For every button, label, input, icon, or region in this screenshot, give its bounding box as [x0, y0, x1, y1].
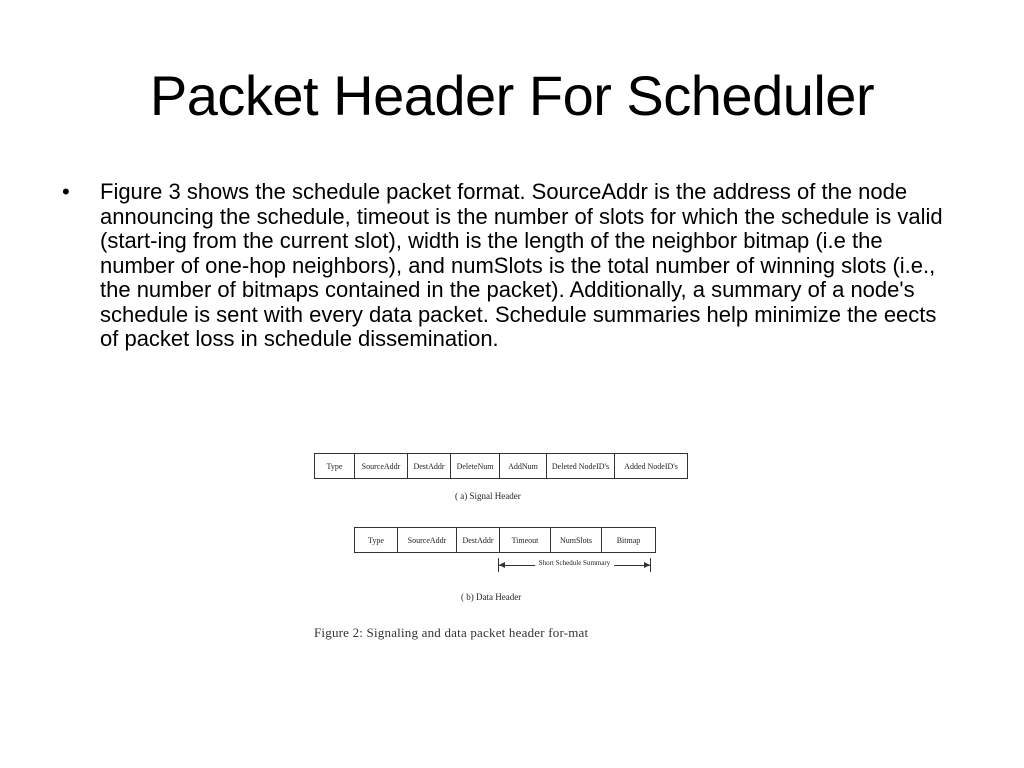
- arrow-left-icon: [499, 562, 505, 568]
- data-field-bitmap: Bitmap: [616, 535, 641, 545]
- slide-title: Packet Header For Scheduler: [149, 64, 875, 127]
- data-field-type: Type: [355, 528, 398, 552]
- figure-caption: Figure 2: Signaling and data packet header for-mat: [314, 625, 589, 640]
- data-field-destaddr: DestAddr: [457, 528, 500, 552]
- signal-field-type: Type: [315, 454, 355, 478]
- signal-field-deleted-nodeids: Deleted NodeID's: [547, 454, 615, 478]
- bullet-marker: •: [62, 179, 70, 204]
- summary-label: Short Schedule Summary: [535, 559, 615, 567]
- signal-field-added-nodeids: Added NodeID's: [624, 461, 678, 471]
- signal-field-deletenum: DeleteNum: [451, 454, 500, 478]
- signal-field-destaddr: DestAddr: [408, 454, 451, 478]
- signal-field-addnum: AddNum: [500, 454, 547, 478]
- packet-header-figure: [300, 440, 700, 680]
- data-field-sourceaddr: SourceAddr: [398, 528, 457, 552]
- data-header-row: [354, 527, 656, 553]
- signal-field-sourceaddr: SourceAddr: [355, 454, 408, 478]
- data-field-timeout: Timeout: [500, 528, 551, 552]
- short-schedule-summary-span: [498, 558, 651, 572]
- data-header-caption: ( b) Data Header: [461, 592, 522, 602]
- signal-header-row: [314, 453, 688, 479]
- arrow-right-icon: [644, 562, 650, 568]
- bullet-item: [62, 180, 962, 352]
- signal-header-caption: ( a) Signal Header: [455, 491, 521, 501]
- bullet-text: Figure 3 shows the schedule packet format. SourceAddr is the address of the node announcing the schedule, timeout is the number of slots for which the schedule is valid (start-ing from the current slot), width is the length of the neighbor bitmap (i.e the number of one-hop neighbors), and numSlots is the total number of winning slots (i.e., the number of bitmaps contained in the packet). Additionally, a summary of a node's schedule is sent with every data packet. Schedule summaries help minimize the eects of packet loss in schedule dissemination.: [100, 179, 943, 351]
- data-field-numslots: NumSlots: [551, 528, 602, 552]
